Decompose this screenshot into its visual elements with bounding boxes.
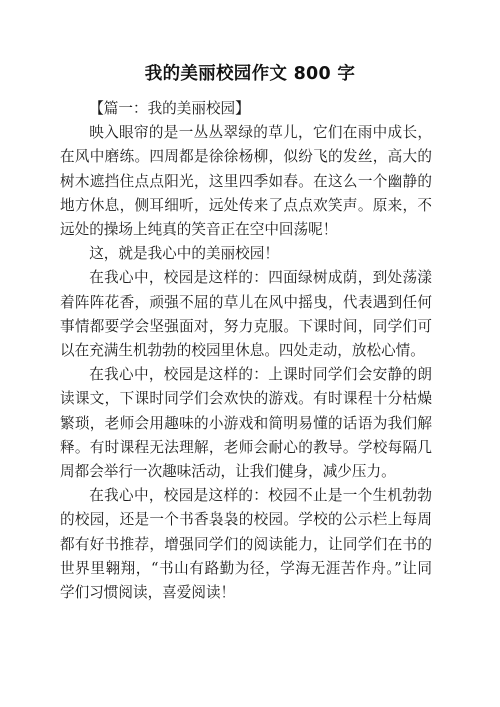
article-body bbox=[60, 97, 432, 605]
page-title: 我的美丽校园作文 800 字 bbox=[144, 64, 356, 84]
paragraph-5: 在我心中，校园是这样的：校园不止是一个生机勃勃的校园，还是一个书香袅袅的校园。学校的公示栏上每周都有好书推荐，增强同学们的阅读能力，让同学们在书的世界里翱翔，“书山有路勤为径，学海无涯苦作舟。”让同学们习惯阅读，喜爱阅读！ bbox=[60, 487, 432, 602]
section-heading: 【篇一：我的美丽校园】 bbox=[89, 100, 250, 117]
paragraph-3: 在我心中，校园是这样的：四面绿树成荫，到处荡漾着阵阵花香，顽强不屈的草儿在风中摇曳，代表遇到任何事情都要学会坚强面对，努力克服。下课时间，同学们可以在充满生机勃勃的校园里休息。四处走动，放松心情。 bbox=[60, 269, 432, 360]
paragraph-4: 在我心中，校园是这样的：上课时同学们会安静的朗读课文，下课时同学们会欢快的游戏。有时课程十分枯燥繁琐，老师会用趣味的小游戏和简明易懂的话语为我们解释。有时课程无法理解，老师会耐心的教导。学校每隔几周都会举行一次趣味活动，让我们健身，减少压力。 bbox=[60, 366, 432, 481]
paragraph-1: 映入眼帘的是一丛丛翠绿的草儿，它们在雨中成长，在风中磨练。四周都是徐徐杨柳，似纷飞的发丝，高大的树木遮挡住点点阳光，这里四季如春。在这么一个幽静的地方休息，侧耳细听，远处传来了点点欢笑声。原来，不远处的操场上纯真的笑音正在空中回荡呢！ bbox=[60, 124, 432, 239]
paragraph-2: 这，就是我心中的美丽校园！ bbox=[89, 245, 279, 263]
